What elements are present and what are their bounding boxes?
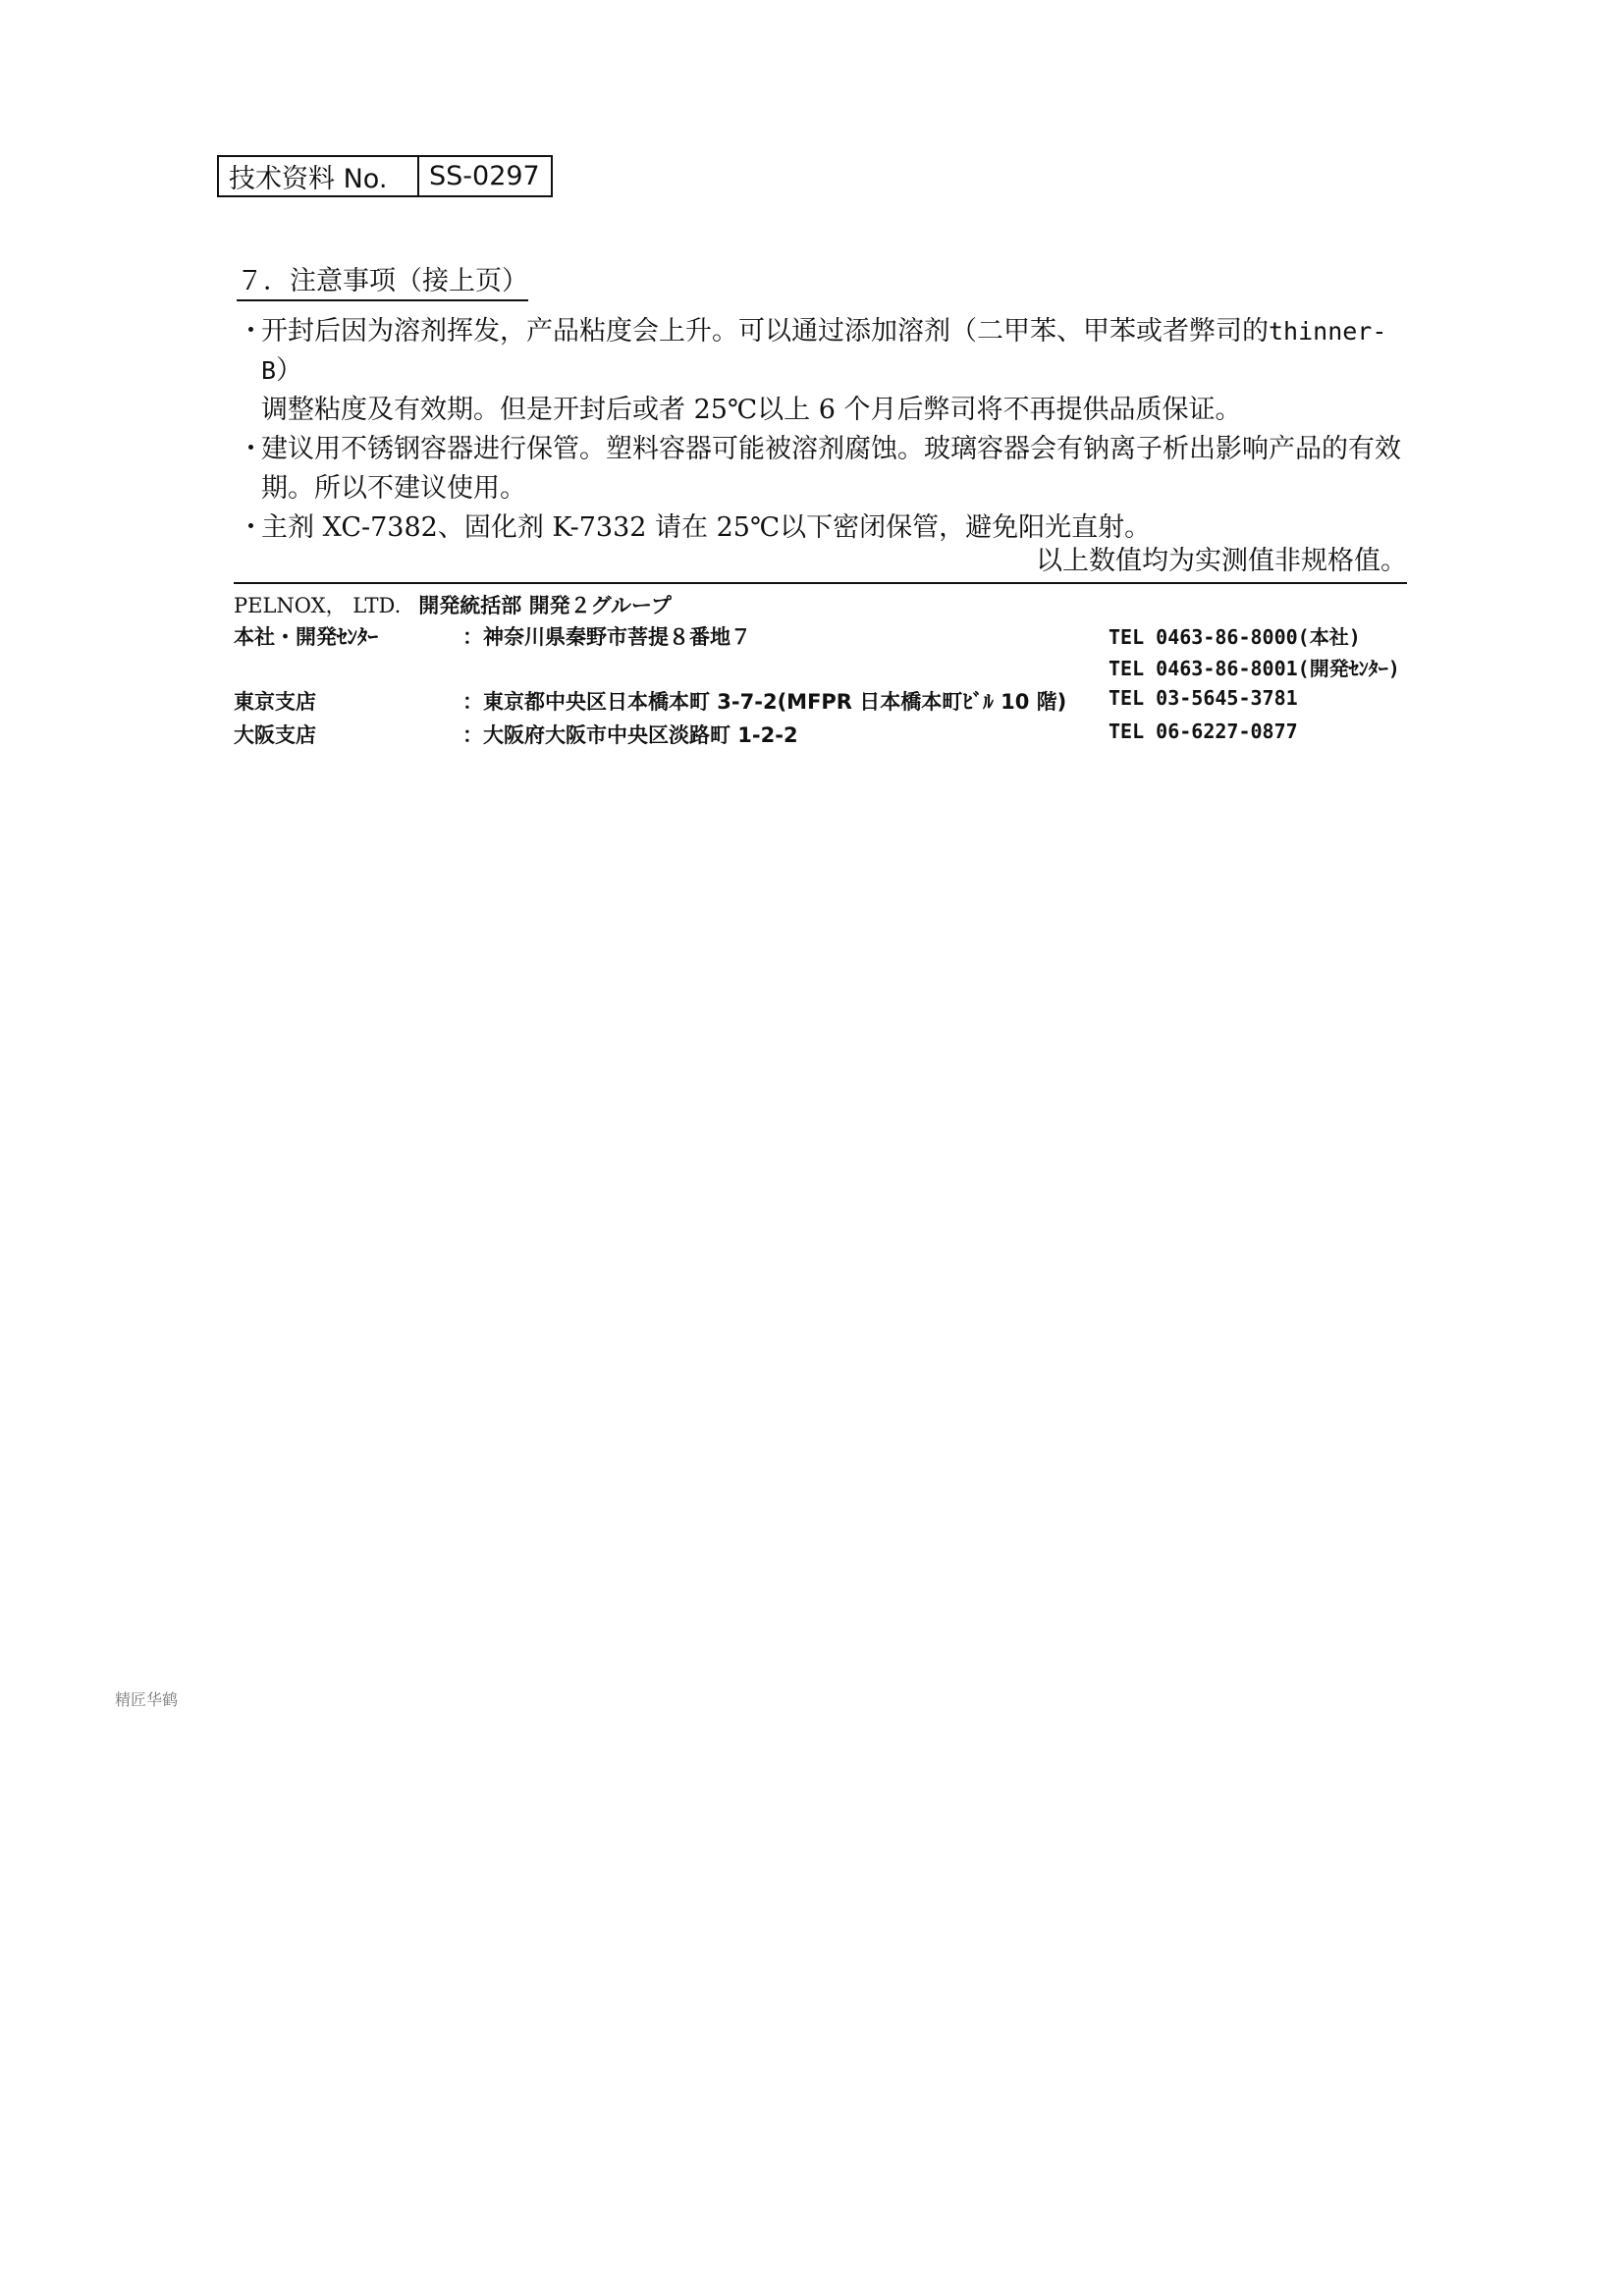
office-address: ：神奈川県秦野市菩提８番地７ [462, 625, 751, 649]
note-product-name: thinner-B [261, 317, 1387, 385]
office-row-headquarters [234, 621, 1412, 651]
office-name: 東京支店 [234, 690, 316, 714]
section-title: ７．注意事项（接上页） [237, 259, 528, 301]
doc-number-value: SS-0297 [418, 156, 552, 196]
note-item-container [238, 430, 1416, 508]
bullet-mark: ・ [238, 316, 264, 347]
office-tel: TEL 06-6227-0877 [1109, 720, 1298, 743]
bullet-mark: ・ [238, 434, 264, 464]
note-line: 调整粘度及有效期。但是开封后或者 25℃以上 6 个月后弊司将不再提供品质保证。 [261, 395, 1242, 425]
note-item-storage [238, 508, 1416, 548]
note-line [261, 312, 1416, 391]
doc-number-table [217, 155, 553, 197]
disclaimer: 以上数值均为实测值非规格值。 [234, 543, 1407, 584]
note-line: 主剂 XC-7382、固化剂 K-7332 请在 25℃以下密闭保管，避免阳光直射。 [261, 512, 1152, 543]
notes-list [238, 312, 1416, 548]
office-row-osaka [234, 720, 1412, 749]
office-row-tokyo [234, 686, 1412, 716]
bullet-mark: ・ [238, 512, 264, 543]
doc-number-label: 技术资料 No. [218, 156, 418, 196]
office-address: ：東京都中央区日本橋本町 3-7-2(MFPR 日本橋本町ﾋﾞﾙ 10 階) [462, 690, 1067, 714]
note-line: 建议用不锈钢容器进行保管。塑料容器可能被溶剂腐蚀。玻璃容器会有钠离子析出影响产品的有效 [261, 434, 1401, 464]
company-name: PELNOX， LTD. [234, 594, 402, 617]
company-dept: 開発統括部 開発２グループ [418, 594, 672, 617]
office-tel: TEL 0463-86-8001(開発ｾﾝﾀｰ) [1109, 657, 1400, 680]
company-header [234, 590, 672, 619]
office-address: ：大阪府大阪市中央区淡路町 1-2-2 [462, 723, 798, 747]
office-row-dev-center [234, 653, 1412, 682]
note-text: ） [276, 355, 303, 386]
note-text: 开封后因为溶剂挥发，产品粘度会上升。可以通过添加溶剂（二甲苯、甲苯或者弊司的 [261, 316, 1269, 347]
office-name: 本社・開発ｾﾝﾀｰ [234, 625, 378, 649]
office-tel: TEL 03-5645-3781 [1109, 686, 1298, 710]
office-name: 大阪支店 [234, 723, 316, 747]
note-item-solvent [238, 312, 1416, 430]
office-tel: TEL 0463-86-8000(本社) [1109, 625, 1361, 649]
watermark-text: 精匠华鹤 [115, 1690, 179, 1709]
note-line: 期。所以不建议使用。 [261, 473, 526, 504]
